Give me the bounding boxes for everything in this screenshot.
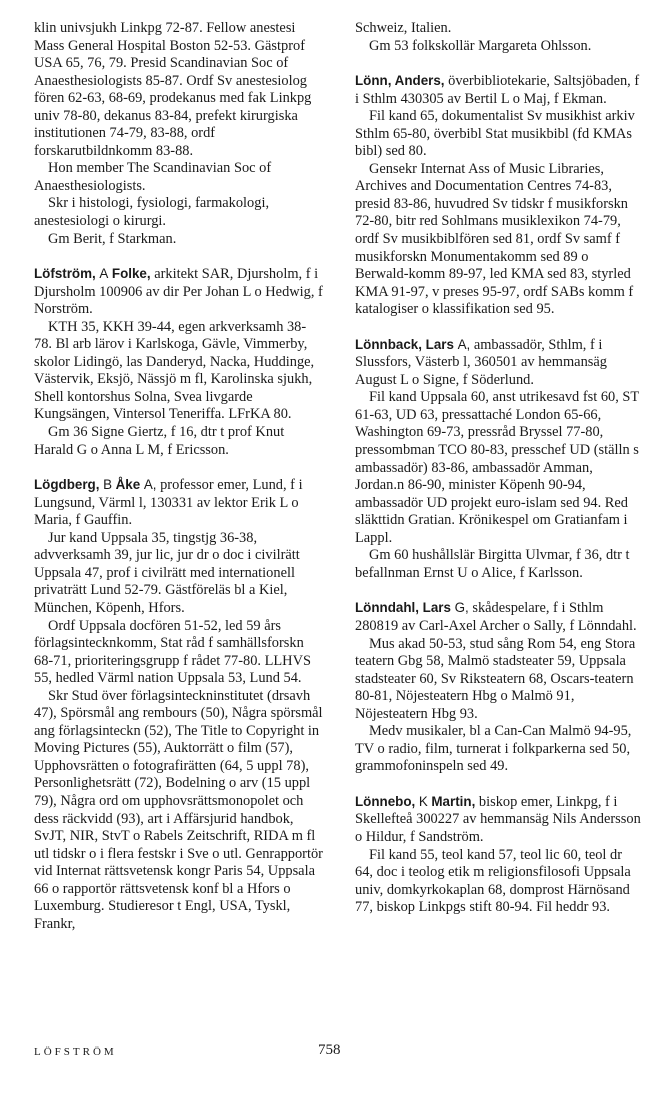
entry-paragraph: Gensekr Internat Ass of Music Libraries, Archives and Documentation Centres 74-83, presid 83-86, huvudred Sv tidskr f musikforskn 72-80, bitr red Sohlmans musiklexikon 74-79, ordf Sv musikbiblfören sed 81, ordf Sv samf f musikforskn Monumentakomm sed 89 o Berwald-komm 89-97, led KMA sed 83, styrled KMA 91-97, v preses 95-97, ordf SABs komm f katalogiser o klassifikation sed 95. <box>355 160 634 318</box>
biography-entry-lonndahl <box>355 599 643 775</box>
entry-initial: K <box>418 793 428 809</box>
entry-paragraph: Gm 36 Signe Giertz, f 16, dtr t prof Knut Harald G o Anna L M, f Ericsson. <box>34 424 285 458</box>
running-head: LÖFSTRÖM <box>34 1046 117 1058</box>
entry-paragraph: Fil kand 55, teol kand 57, teol lic 60, teol dr 64, doc i teolog etik m religionsfilosofi Uppsala univ, domkyrkokaplan 68, domprost Härnösand 77, biskop Linkpgs stift 80-94. Fil heddr 93. <box>355 846 631 916</box>
entry-initial: G, <box>454 600 469 616</box>
entry-intro: överbibliotekarie, Saltsjöbaden, f i Sthlm 430305 av Bertil L o Maj, f Ekman. <box>355 73 640 107</box>
entry-paragraph: Ordf Uppsala docfören 51-52, led 59 års förlagsintecknkomm, Stat råd f samhällsforskn 68-71, prioriteringsgrupp f rådet 77-80. LLHVS 55, hedled Värml nation Uppsala 53, Lund 54. <box>34 617 311 687</box>
entry-paragraph: Skr i histologi, fysiologi, farmakologi, anestesiologi o kirurgi. <box>34 195 270 230</box>
entry-surname: Lönnback, Lars <box>355 336 454 352</box>
entry-surname: Lönn, Anders, <box>355 73 445 89</box>
right-column <box>355 20 643 934</box>
entry-paragraph: klin univsjukh Linkpg 72-87. Fellow anestesi Mass General Hospital Boston 52-53. Gästprof USA 65, 76, 79. Presid Scandinavian Soc of Anaesthesiologists 85-87. Ordf Sv anestesiolog fören 62-63, 68-69, prodekanus med fak Linkpg univ 78-80, dekanus 83-84, prefekt kirurgiska institutionen 74-79, 83-88, ordf forskarutbildnkomm 83-88. <box>34 20 312 159</box>
entry-heading <box>34 265 324 319</box>
entry-heading <box>355 793 643 847</box>
entry-paragraph: Skr Stud över förlagsinteckninstitutet (drsavh 47), Spörsmål ang rembours (50), Några spörsmål ang förlagsinteckn (52), The Title to Copyright in Moving Pictures (55), Auktorrätt o film (57), Upphovsrätten o fotografirätten (64, 5 uppl 78), Personlighetsrätt (72), Bodelning o arv (15 uppl 79), Några ord om upphovsrättsmonopolet och dess räckvidd (93), art i Affärsjurid handbok, SvJT, NIR, StvT o Rabels Zeitschrift, RIDA m fl utl tidskr o i flera festskr i Sve o utl. Genrapportör vid Internat rättsvetensk kongr Paris 54, Uppsala 66 o rapportör rättsvetensk konf bl a Hfors o Luxemburg. Studieresor t Engl, USA, Tyskl, Frankr, <box>34 687 323 932</box>
entry-paragraph: Hon member The Scandinavian Soc of Anaesthesiologists. <box>34 160 272 194</box>
entry-initial: A, <box>457 336 471 352</box>
entry-intro: biskop emer, Linkpg, f i Skellefteå 300227 av hemmansäg Nils Andersson o Hildur, f Sandström. <box>355 793 641 845</box>
entry-paragraph: Fil kand Uppsala 60, anst utrikesavd fst 60, ST 61-63, UD 63, pressattaché London 65-66, Washington 69-73, pressråd Bryssel 77-80, pressombman TCO 80-83, presschef UD (ställn s ambassadör) 83-86, ambassadör Amman, Jordan.n 86-90, minister Köpenh 90-94, ambassadör UD projekt euro-islam sed 94. Red släkttidn Gratian. Krönikespel om Gratianfam i Lappl. <box>355 389 639 546</box>
entry-paragraph: Mus akad 50-53, stud sång Rom 54, eng Stora teatern Gbg 58, Malmö stadsteater 59, Uppsala stadsteater 60, Sv Riksteatern 68, Oscars-teatern 80-81, Nöjesteatern Hbg o Malmö 91, Nöjesteatern Hbg 93. <box>355 635 636 722</box>
entry-surname: Löfström, <box>34 266 96 282</box>
entry-callname: Åke <box>115 477 141 493</box>
entry-heading <box>355 336 643 390</box>
entry-paragraph: Schweiz, Italien. <box>355 20 452 36</box>
entry-paragraph: Fil kand 65, dokumentalist Sv musikhist arkiv Sthlm 65-80, överbibl Stat musikbibl (fd KMAs bibl) sed 80. <box>355 108 635 160</box>
biography-entry-lonnebo <box>355 793 643 917</box>
entry-callname: Folke, <box>111 266 151 282</box>
entry-surname: Lögdberg, <box>34 477 100 493</box>
biography-entry-lofstrom <box>34 265 324 459</box>
entry-intro: ambassadör, Sthlm, f i Slussfors, Västerb l, 360501 av hemmansäg August L o Signe, f Söderlund. <box>355 336 607 388</box>
entry-heading <box>355 72 643 108</box>
entry-paragraph: Gm 60 hushållslär Birgitta Ulvmar, f 36, dtr t befallnman Ernst U o Alice, f Karlsson. <box>355 547 630 581</box>
page-number: 758 <box>318 1042 341 1058</box>
entry-intro: arkitekt SAR, Djursholm, f i Djursholm 100906 av dir Per Johan L o Hedwig, f Norström. <box>34 266 323 318</box>
entry-paragraph: Jur kand Uppsala 35, tingstjg 36-38, advverksamh 39, jur lic, jur dr o doc i civilrätt Uppsala 47, prof i civilrätt med internationell privaträtt Lund 52-79. Gästföreläs bl a Kiel, München, Köpenh, Hfors. <box>34 529 300 616</box>
entry-paragraph: Gm 53 folkskollär Margareta Ohlsson. <box>369 37 592 54</box>
left-column <box>34 20 324 950</box>
entry-paragraph: Medv musikaler, bl a Can-Can Malmö 94-95, TV o radio, film, turnerat i folkparkerna sed 50, grammofoninspeln sed 49. <box>355 723 632 775</box>
entry-continuation <box>34 20 324 248</box>
entry-initial: B <box>103 477 113 493</box>
biography-entry-lonn <box>355 72 643 319</box>
entry-paragraph: KTH 35, KKH 39-44, egen arkverksamh 38-78. Bl arb lärov i Karlskoga, Gävle, Vimmerby, skolor Lidingö, las Danderyd, Nacka, Huddinge, Västervik, Eksjö, Nässjö m fl, Karolinska sjukh, Shell kontorshus Solna, Svea livgarde Kungsängen, Vintersol Teneriffa. LFrKA 80. <box>34 318 315 423</box>
entry-continuation <box>355 20 643 55</box>
biography-entry-logdberg <box>34 476 324 933</box>
entry-heading <box>355 599 643 635</box>
entry-initial: A, <box>143 477 157 493</box>
entry-callname: Martin, <box>431 793 476 809</box>
biography-entry-lonnback <box>355 336 643 583</box>
entry-initial: A <box>99 266 109 282</box>
entry-intro: skådespelare, f i Sthlm 280819 av Carl-Axel Archer o Sally, f Lönndahl. <box>355 600 637 634</box>
entry-paragraph: Gm Berit, f Starkman. <box>48 230 177 247</box>
entry-surname: Lönnebo, <box>355 793 416 809</box>
entry-heading <box>34 476 324 530</box>
entry-surname: Lönndahl, Lars <box>355 600 451 616</box>
entry-intro: professor emer, Lund, f i Lungsund, Värml l, 130331 av lektor Erik L o Maria, f Gauffin. <box>34 477 303 529</box>
